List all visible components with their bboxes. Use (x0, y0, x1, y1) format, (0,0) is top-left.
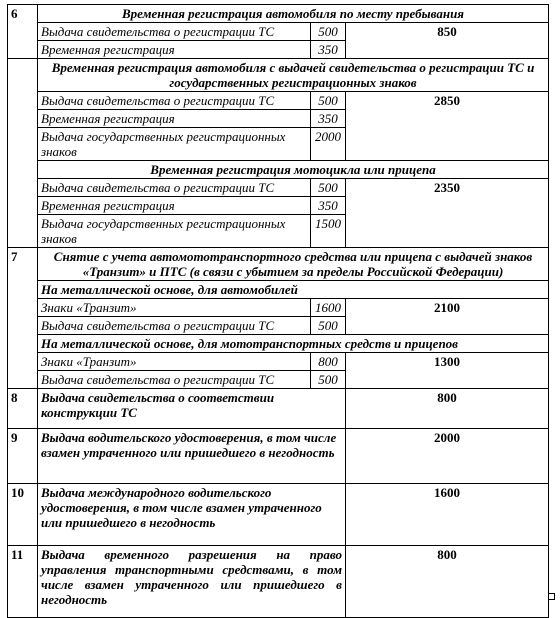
item-amount: 500 (311, 317, 346, 335)
total-amount: 850 (346, 23, 549, 59)
section-title: Снятие с учета автомототранспортного средства или прицепа с выдачей знаков «Транзит» и ПТС (в связи с убытием за пределы Российской Федерации) (38, 248, 549, 281)
item-amount: 350 (311, 110, 346, 128)
item-label: Выдача свидетельства о регистрации ТС (38, 371, 311, 389)
item-amount: 1500 (311, 215, 346, 248)
item-label: Выдача государственных регистрационных знаков (38, 128, 311, 161)
item-amount: 500 (311, 92, 346, 110)
section-number: 7 (8, 248, 38, 389)
table-row (8, 92, 549, 110)
subsection-title: На металлической основе, для автомобилей (38, 281, 549, 299)
table-row (8, 429, 549, 484)
total-amount: 1600 (346, 484, 549, 546)
item-label: Выдача свидетельства о регистрации ТС (38, 179, 311, 197)
item-amount: 350 (311, 197, 346, 215)
section-title: Временная регистрация автомобиля по месту пребывания (38, 5, 549, 23)
table-row (8, 179, 549, 197)
service-description: Выдача водительского удостоверения, в том числе взамен утраченного или пришедшего в негодность (38, 429, 346, 484)
table-row (8, 484, 549, 546)
item-label: Выдача государственных регистрационных знаков (38, 215, 311, 248)
section-number: 10 (8, 484, 38, 546)
item-amount: 500 (311, 179, 346, 197)
total-amount: 2350 (346, 179, 549, 248)
table-row (8, 389, 549, 429)
service-description: Выдача международного водительского удостоверения, в том числе взамен утраченного или пришедшего в негодность (38, 484, 346, 546)
item-amount: 1600 (311, 299, 346, 317)
table-row (8, 299, 549, 317)
total-amount: 1300 (346, 353, 549, 389)
empty-number-cell (8, 59, 38, 248)
item-label: Временная регистрация (38, 110, 311, 128)
resize-handle[interactable] (548, 593, 555, 600)
item-amount: 2000 (311, 128, 346, 161)
subsection-header-row (8, 161, 549, 179)
subsection-header-row (8, 281, 549, 299)
item-label: Знаки «Транзит» (38, 299, 311, 317)
item-label: Выдача свидетельства о регистрации ТС (38, 317, 311, 335)
total-amount: 800 (346, 389, 549, 429)
subsection-title: На металлической основе, для мототранспортных средств и прицепов (38, 335, 549, 353)
item-amount: 500 (311, 371, 346, 389)
item-amount: 500 (311, 23, 346, 41)
item-label: Знаки «Транзит» (38, 353, 311, 371)
total-amount: 2100 (346, 299, 549, 335)
subsection-header-row (8, 335, 549, 353)
section-header-row (8, 5, 549, 23)
item-amount: 350 (311, 41, 346, 59)
table-row (8, 546, 549, 618)
total-amount: 2850 (346, 92, 549, 161)
item-label: Временная регистрация (38, 197, 311, 215)
total-amount: 2000 (346, 429, 549, 484)
section-number: 8 (8, 389, 38, 429)
section-number: 6 (8, 5, 38, 59)
item-amount: 800 (311, 353, 346, 371)
service-description: Выдача временного разрешения на право управления транспортными средствами, в том числе взамен утраченного или пришедшего в негодность (38, 546, 346, 618)
table-row (8, 23, 549, 41)
item-label: Выдача свидетельства о регистрации ТС (38, 92, 311, 110)
service-description: Выдача свидетельства о соответствии конструкции ТС (38, 389, 346, 429)
total-amount: 800 (346, 546, 549, 618)
section-number: 9 (8, 429, 38, 484)
subsection-header-row (8, 59, 549, 92)
section-header-row (8, 248, 549, 281)
item-label: Временная регистрация (38, 41, 311, 59)
item-label: Выдача свидетельства о регистрации ТС (38, 23, 311, 41)
subsection-title: Временная регистрация автомобиля с выдачей свидетельства о регистрации ТС и государственных регистрационных знаков (38, 59, 549, 92)
subsection-title: Временная регистрация мотоцикла или прицепа (38, 161, 549, 179)
section-number: 11 (8, 546, 38, 618)
fee-table (7, 4, 549, 618)
table-row (8, 353, 549, 371)
